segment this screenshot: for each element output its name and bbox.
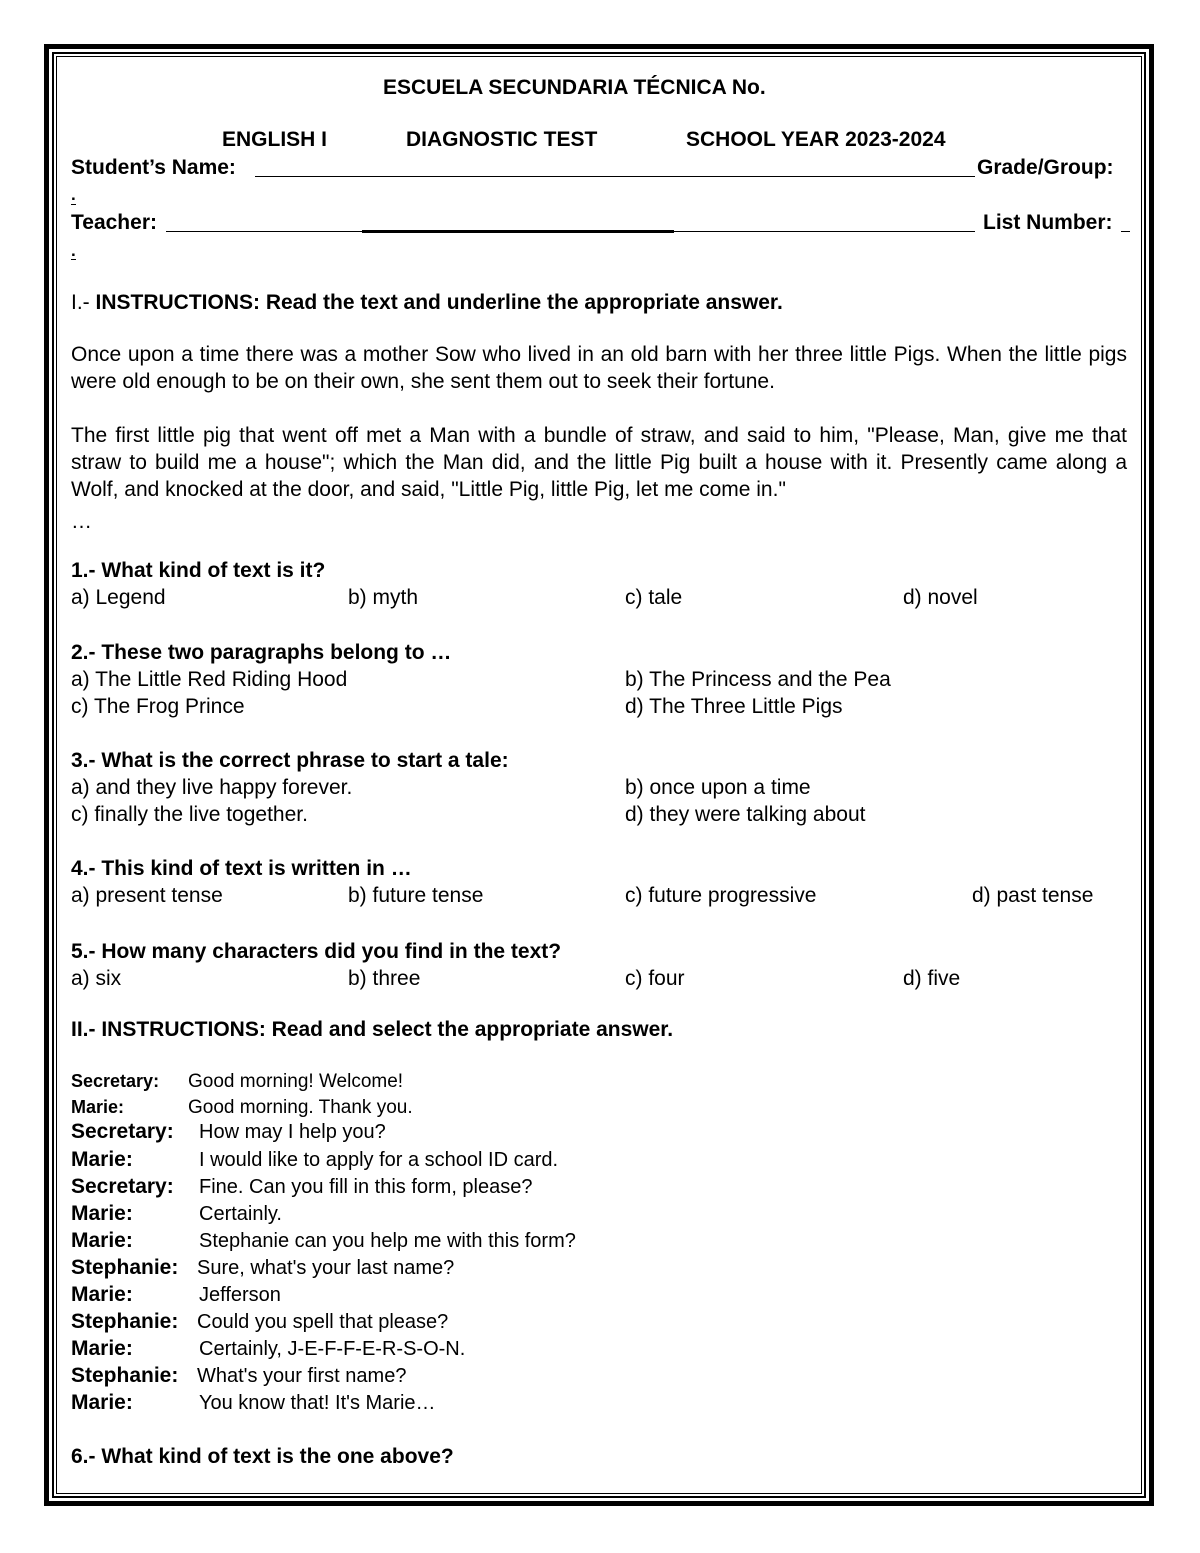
speaker-label: Secretary:: [71, 1120, 174, 1143]
dialogue-line: [71, 1392, 436, 1413]
question-3: 3.- What is the correct phrase to start a tale:: [71, 749, 509, 772]
dialogue-line: [71, 1097, 413, 1117]
section-2-heading: II.- INSTRUCTIONS: Read and select the appropriate answer.: [71, 1018, 674, 1041]
student-name-label: Student’s Name:: [71, 156, 236, 179]
dialogue-text: Sure, what's your last name?: [197, 1257, 455, 1279]
q3-option-c[interactable]: c) finally the live together.: [71, 803, 308, 826]
student-name-field[interactable]: [255, 176, 975, 177]
q1-option-a[interactable]: a) Legend: [71, 586, 166, 609]
section-1-title: INSTRUCTIONS: Read the text and underline the appropriate answer.: [95, 291, 783, 314]
dialogue-line: [71, 1149, 558, 1170]
dialogue-line: [71, 1365, 406, 1386]
dialogue-text: What's your first name?: [197, 1365, 407, 1387]
speaker-label: Marie:: [71, 1229, 133, 1252]
dialogue-line: [71, 1121, 386, 1142]
dialogue-text: Certainly.: [199, 1203, 282, 1225]
q3-option-d[interactable]: d) they were talking about: [625, 803, 866, 826]
dialogue-line: [71, 1176, 533, 1197]
teacher-field-a[interactable]: [166, 231, 362, 232]
dialogue-line: [71, 1338, 465, 1359]
dialogue-line: [71, 1311, 448, 1332]
dialogue-text: Stephanie can you help me with this form?: [199, 1230, 576, 1252]
q5-option-b[interactable]: b) three: [348, 967, 421, 990]
teacher-field-b[interactable]: [362, 230, 674, 233]
story-paragraph-2: The first little pig that went off met a Man with a bundle of straw, and said to him, "Please, Man, give me that straw to build me a house"; which the Man did, and the little Pig built a house with it. Presently came along a Wolf, and knocked at the door, and said, "Little Pig, little Pig, let me come in.": [71, 424, 1127, 501]
grade-dot: .: [71, 185, 76, 204]
dialogue-text: Good morning. Thank you.: [188, 1097, 413, 1118]
test-label: DIAGNOSTIC TEST: [406, 128, 598, 151]
school-year-label: SCHOOL YEAR 2023-2024: [686, 128, 946, 151]
dialogue-text: You know that! It's Marie…: [199, 1392, 436, 1414]
q1-option-c[interactable]: c) tale: [625, 586, 683, 609]
q2-option-a[interactable]: a) The Little Red Riding Hood: [71, 668, 348, 691]
question-5: 5.- How many characters did you find in the text?: [71, 940, 562, 963]
speaker-label: Secretary:: [71, 1071, 160, 1091]
speaker-label: Stephanie:: [71, 1256, 179, 1279]
dialogue-text: How may I help you?: [199, 1121, 386, 1143]
q1-option-d[interactable]: d) novel: [903, 586, 978, 609]
subject-label: ENGLISH I: [222, 128, 328, 151]
question-1: 1.- What kind of text is it?: [71, 559, 326, 582]
list-number-field[interactable]: [1121, 231, 1130, 232]
teacher-label: Teacher:: [71, 211, 157, 234]
section-1-heading: [71, 292, 783, 313]
dialogue-line: [71, 1203, 282, 1224]
q5-option-c[interactable]: c) four: [625, 967, 685, 990]
dialogue-text: Could you spell that please?: [197, 1311, 449, 1333]
speaker-label: Marie:: [71, 1283, 133, 1306]
grade-group-label: Grade/Group:: [977, 156, 1114, 179]
dialogue-text: Jefferson: [199, 1284, 281, 1306]
q4-option-a[interactable]: a) present tense: [71, 884, 223, 907]
list-number-label: List Number:: [983, 211, 1113, 234]
dialogue-text: Good morning! Welcome!: [188, 1071, 404, 1092]
dialogue-text: I would like to apply for a school ID card.: [199, 1149, 559, 1171]
school-title: ESCUELA SECUNDARIA TÉCNICA No.: [383, 76, 766, 99]
list-dot-underline: [71, 259, 76, 260]
grade-dot-underline: [71, 204, 76, 205]
speaker-label: Marie:: [71, 1391, 133, 1414]
question-6: 6.- What kind of text is the one above?: [71, 1445, 454, 1468]
question-4: 4.- This kind of text is written in …: [71, 857, 412, 880]
speaker-label: Stephanie:: [71, 1364, 179, 1387]
dialogue-line: [71, 1071, 403, 1091]
speaker-label: Secretary:: [71, 1175, 174, 1198]
list-dot: .: [71, 241, 76, 260]
speaker-label: Marie:: [71, 1337, 133, 1360]
q2-option-d[interactable]: d) The Three Little Pigs: [625, 695, 843, 718]
dialogue-line: [71, 1230, 576, 1251]
q2-option-b[interactable]: b) The Princess and the Pea: [625, 668, 891, 691]
dialogue-line: [71, 1284, 281, 1305]
dialogue-text: Certainly, J-E-F-F-E-R-S-O-N.: [199, 1338, 466, 1360]
q5-option-a[interactable]: a) six: [71, 967, 122, 990]
speaker-label: Marie:: [71, 1148, 133, 1171]
q4-option-c[interactable]: c) future progressive: [625, 884, 817, 907]
question-2: 2.- These two paragraphs belong to …: [71, 641, 452, 664]
q2-option-c[interactable]: c) The Frog Prince: [71, 695, 245, 718]
q1-option-b[interactable]: b) myth: [348, 586, 419, 609]
q5-option-d[interactable]: d) five: [903, 967, 961, 990]
q4-option-d[interactable]: d) past tense: [972, 884, 1094, 907]
q4-option-b[interactable]: b) future tense: [348, 884, 484, 907]
story-ellipsis: …: [71, 510, 92, 533]
speaker-label: Stephanie:: [71, 1310, 179, 1333]
speaker-label: Marie:: [71, 1097, 125, 1117]
speaker-label: Marie:: [71, 1202, 133, 1225]
dialogue-line: [71, 1257, 454, 1278]
teacher-field-c[interactable]: [674, 231, 975, 232]
section-1-prefix: I.-: [71, 291, 96, 314]
q3-option-a[interactable]: a) and they live happy forever.: [71, 776, 353, 799]
q3-option-b[interactable]: b) once upon a time: [625, 776, 811, 799]
story-paragraph-1: Once upon a time there was a mother Sow who lived in an old barn with her three little Pigs. When the little pigs were old enough to be on their own, she sent them out to seek their fortune.: [71, 343, 1127, 393]
dialogue-text: Fine. Can you fill in this form, please?: [199, 1176, 533, 1198]
